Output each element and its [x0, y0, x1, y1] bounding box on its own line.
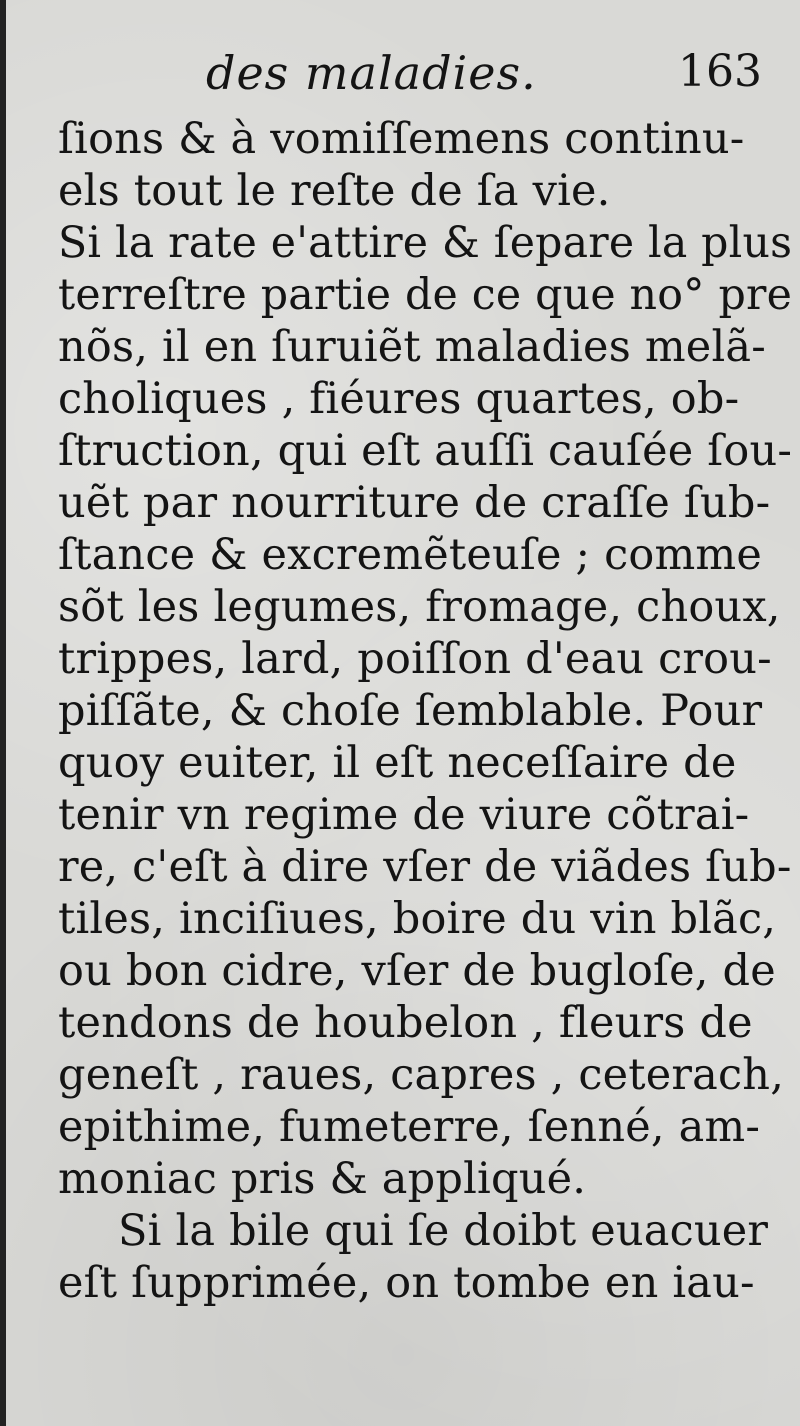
text-line: tenir vn regime de viure cõtrai- [58, 790, 750, 840]
text-line: Si la rate e'attire & ſepare la plus [58, 218, 793, 268]
text-line: uẽt par nourriture de craſſe ſub- [58, 478, 771, 528]
text-line: sõt les legumes, fromage, choux, [58, 582, 781, 632]
text-line: quoy euiter, il eſt neceſſaire de [58, 738, 737, 788]
page-number: 163 [678, 46, 762, 97]
text-line: ſtance & excremẽteuſe ; comme [58, 530, 763, 580]
text-line: ou bon cidre, vſer de bugloſe, de [58, 946, 776, 996]
text-line: ſtruction, qui eſt auſſi cauſée ſou- [58, 426, 793, 476]
text-line: trippes, lard, poiſſon d'eau crou- [58, 634, 772, 684]
text-line: geneſt , raues, capres , ceterach, [58, 1050, 785, 1100]
text-line: piſſãte, & choſe ſemblable. Pour [58, 686, 763, 736]
running-title: des maladies. [206, 46, 537, 100]
text-line: choliques , fiéures quartes, ob- [58, 374, 740, 424]
text-line: nõs, il en ſuruiẽt maladies melã- [58, 322, 766, 372]
text-line: Si la bile qui ſe doibt euacuer [118, 1206, 769, 1256]
text-line: epithime, fumeterre, ſenné, am- [58, 1102, 761, 1152]
text-line: tendons de houbelon , fleurs de [58, 998, 753, 1048]
text-line: moniac pris & appliqué. [58, 1154, 587, 1204]
text-line: terreſtre partie de ce que no° pre [58, 270, 793, 320]
text-line: ſions & à vomiſſemens continu- [58, 114, 745, 164]
text-line: els tout le reſte de ſa vie. [58, 166, 611, 216]
text-line: eſt ſupprimée, on tombe en iau- [58, 1258, 755, 1308]
text-line: tiles, inciſiues, boire du vin blãc, [58, 894, 777, 944]
page-header [206, 46, 782, 106]
text-line: re, c'eſt à dire vſer de viãdes ſub- [58, 842, 792, 892]
